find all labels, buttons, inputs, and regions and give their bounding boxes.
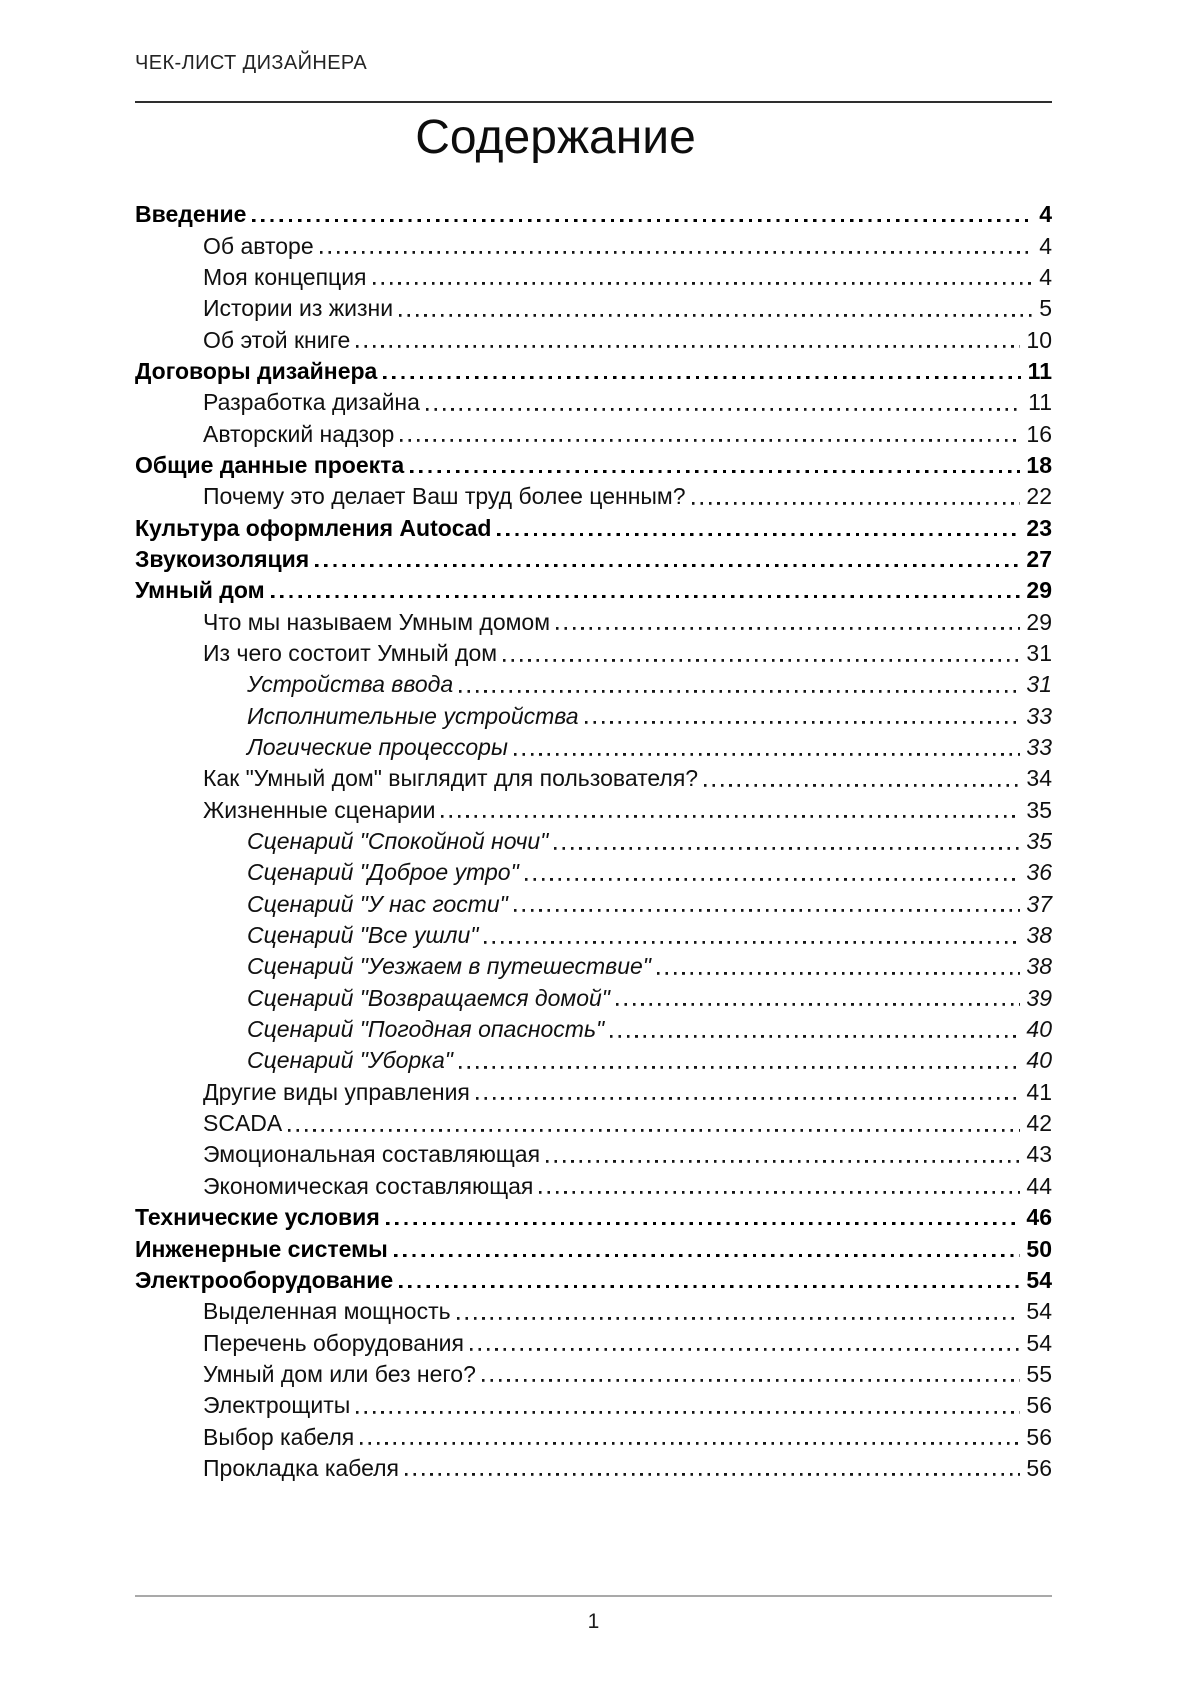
toc-entry-label: Умный дом [135, 577, 265, 604]
toc-entry-label: Сценарий "Возвращаемся домой" [247, 984, 610, 1011]
dot-leader [484, 920, 1020, 951]
toc-entry-page: 16 [1026, 420, 1052, 447]
toc-entry-page: 39 [1026, 984, 1052, 1011]
toc-entry[interactable] [135, 1202, 1052, 1233]
dot-leader [441, 795, 1020, 826]
toc-entry[interactable] [135, 1328, 1052, 1359]
toc-entry[interactable] [135, 481, 1052, 512]
running-header: ЧЕК-ЛИСТ ДИЗАЙНЕРА [135, 52, 368, 74]
dot-leader [399, 293, 1033, 324]
toc-entry[interactable] [135, 293, 1052, 324]
dot-leader [252, 199, 1033, 230]
toc-entry-label: Почему это делает Ваш труд более ценным? [203, 483, 686, 510]
dot-leader [271, 575, 1021, 606]
footer-rule [135, 1595, 1052, 1597]
toc-entry-page: 35 [1026, 796, 1052, 823]
toc-entry-label: Экономическая составляющая [203, 1172, 534, 1199]
dot-leader [383, 356, 1021, 387]
toc-entry[interactable] [135, 607, 1052, 638]
dot-leader [546, 1139, 1020, 1170]
toc-entry[interactable] [135, 575, 1052, 606]
toc-entry[interactable] [135, 1045, 1052, 1076]
toc-entry-label: Умный дом или без него? [203, 1360, 476, 1387]
toc-entry-page: 36 [1026, 859, 1052, 886]
toc-entry-page: 50 [1026, 1235, 1052, 1262]
toc-entry-label: Договоры дизайнера [135, 357, 378, 384]
dot-leader [459, 669, 1020, 700]
toc-entry-page: 37 [1026, 890, 1052, 917]
toc-entry-label: Логические процессоры [247, 734, 508, 760]
toc-entry-label: Что мы называем Умным домом [203, 608, 551, 635]
toc-entry[interactable] [135, 1296, 1052, 1327]
footer-page-number: 1 [587, 1610, 600, 1633]
toc-entry-page: 35 [1026, 828, 1052, 855]
dot-leader [657, 951, 1020, 982]
toc-entry-page: 44 [1026, 1172, 1052, 1199]
dot-leader [503, 638, 1020, 669]
toc-entry-page: 23 [1026, 514, 1052, 541]
toc-entry[interactable] [135, 889, 1052, 920]
toc-entry-label: Культура оформления Autocad [135, 514, 492, 541]
toc-entry-page: 41 [1026, 1078, 1052, 1105]
dot-leader [514, 889, 1021, 920]
dot-leader [400, 419, 1020, 450]
toc-entry-label: Исполнительные устройства [247, 702, 579, 729]
dot-leader [514, 732, 1021, 763]
toc-entry[interactable] [135, 1014, 1052, 1045]
toc-entry[interactable] [135, 1265, 1052, 1296]
toc-entry-label: Перечень оборудования [203, 1329, 464, 1356]
toc-entry-page: 22 [1026, 483, 1052, 510]
toc-entry-label: SCADA [203, 1110, 283, 1137]
toc-entry[interactable] [135, 262, 1052, 293]
toc-entry-label: Технические условия [135, 1204, 380, 1231]
toc-entry-label: Звукоизоляция [135, 545, 310, 572]
dot-leader [470, 1328, 1020, 1359]
toc-entry-page: 38 [1026, 953, 1052, 980]
dot-leader [692, 481, 1021, 512]
toc-entry[interactable] [135, 231, 1052, 262]
toc-entry-page: 11 [1028, 389, 1052, 416]
toc-entry-page: 31 [1026, 671, 1052, 698]
toc-entry-label: Сценарий "У нас гости" [247, 890, 508, 917]
toc-entry-page: 54 [1026, 1329, 1052, 1356]
toc-entry-page: 38 [1026, 922, 1052, 949]
dot-leader [320, 231, 1034, 262]
toc-entry-page: 4 [1039, 232, 1052, 259]
dot-leader [585, 701, 1021, 732]
toc-entry-page: 54 [1026, 1298, 1052, 1325]
toc-entry[interactable] [135, 544, 1052, 575]
toc-entry-label: Разработка дизайна [203, 389, 420, 416]
toc-entry-page: 40 [1026, 1016, 1052, 1043]
toc-entry[interactable] [135, 638, 1052, 669]
dot-leader [360, 1422, 1020, 1453]
toc-entry[interactable] [135, 1390, 1052, 1421]
dot-leader [394, 1234, 1021, 1265]
dot-leader [315, 544, 1020, 575]
toc-entry-label: Сценарий "Спокойной ночи" [247, 828, 549, 855]
toc-entry-page: 56 [1026, 1392, 1052, 1419]
document-page [135, 0, 1052, 1700]
toc-entry-page: 27 [1026, 545, 1052, 572]
dot-leader [356, 325, 1020, 356]
toc-entry-page: 43 [1026, 1141, 1052, 1168]
toc-entry-label: Выделенная мощность [203, 1298, 451, 1325]
dot-leader [426, 387, 1022, 418]
toc-entry-label: Введение [135, 201, 247, 228]
toc-entry[interactable] [135, 1171, 1052, 1202]
toc-entry-page: 33 [1026, 734, 1052, 760]
toc-entry[interactable] [135, 387, 1052, 418]
toc-entry[interactable] [135, 795, 1052, 826]
toc-entry-page: 18 [1026, 451, 1052, 478]
toc-entry-label: Эмоциональная составляющая [203, 1141, 541, 1168]
toc-entry-page: 31 [1026, 639, 1052, 666]
toc-entry[interactable] [135, 951, 1052, 982]
toc-entry[interactable] [135, 669, 1052, 700]
toc-entry-page: 46 [1026, 1204, 1052, 1231]
dot-leader [704, 763, 1020, 794]
toc-entry-label: Устройства ввода [247, 671, 454, 698]
header-rule [135, 101, 1052, 103]
toc-entry[interactable] [135, 1139, 1052, 1170]
toc-entry[interactable] [135, 450, 1052, 481]
page-title: Содержание [415, 111, 696, 164]
toc-entry-label: Об этой книге [203, 326, 351, 353]
toc-entry[interactable] [135, 1359, 1052, 1390]
dot-leader [373, 262, 1034, 293]
toc-entry-label: Сценарий "Погодная опасность" [247, 1016, 605, 1043]
toc-entry[interactable] [135, 983, 1052, 1014]
toc-entry-page: 4 [1039, 263, 1052, 290]
toc-entry-label: Моя концепция [203, 263, 367, 290]
toc-entry-label: Жизненные сценарии [203, 796, 436, 823]
dot-leader [610, 1014, 1020, 1045]
toc-entry-page: 56 [1026, 1423, 1052, 1450]
dot-leader [616, 983, 1020, 1014]
dot-leader [288, 1108, 1020, 1139]
dot-leader [497, 513, 1020, 544]
toc-entry-label: Прокладка кабеля [203, 1454, 399, 1481]
toc-entry-label: Выбор кабеля [203, 1423, 355, 1450]
toc-entry[interactable] [135, 1422, 1052, 1453]
dot-leader [386, 1202, 1021, 1233]
toc-entry-page: 4 [1039, 201, 1052, 228]
toc-entry-label: Другие виды управления [203, 1078, 470, 1105]
toc-entry-page: 5 [1039, 295, 1052, 322]
dot-leader [457, 1296, 1021, 1327]
toc-entry-page: 33 [1026, 702, 1052, 729]
toc-entry-label: Об авторе [203, 232, 314, 259]
toc-entry[interactable] [135, 1234, 1052, 1265]
toc-entry-label: Инженерные системы [135, 1235, 388, 1262]
toc-entry[interactable] [135, 199, 1052, 230]
dot-leader [405, 1453, 1020, 1484]
toc-entry[interactable] [135, 732, 1052, 763]
toc-entry-page: 55 [1026, 1360, 1052, 1387]
toc-entry-label: Сценарий "Уезжаем в путешествие" [247, 953, 651, 980]
toc-entry-label: Сценарий "Доброе утро" [247, 859, 519, 886]
dot-leader [554, 826, 1020, 857]
dot-leader [476, 1077, 1021, 1108]
toc-entry-label: Из чего состоит Умный дом [203, 639, 498, 666]
toc-entry-label: Сценарий "Уборка" [247, 1047, 453, 1074]
dot-leader [356, 1390, 1020, 1421]
toc-entry-label: Электрооборудование [135, 1266, 394, 1293]
toc-entry[interactable] [135, 419, 1052, 450]
dot-leader [410, 450, 1020, 481]
dot-leader [399, 1265, 1020, 1296]
dot-leader [482, 1359, 1021, 1390]
page-footer [135, 1595, 1052, 1634]
toc-entry[interactable] [135, 857, 1052, 888]
toc-entry[interactable] [135, 356, 1052, 387]
toc-entry-page: 10 [1026, 326, 1052, 353]
toc-entry-page: 11 [1027, 357, 1052, 384]
toc-entry-label: Электрощиты [203, 1392, 351, 1419]
toc-entry-label: Истории из жизни [203, 295, 394, 322]
toc-entry-page: 29 [1026, 577, 1052, 604]
toc-entry[interactable] [135, 513, 1052, 544]
toc-entry-page: 40 [1026, 1047, 1052, 1074]
toc-entry-page: 29 [1026, 608, 1052, 635]
toc-entry[interactable] [135, 1108, 1052, 1139]
toc-entry-label: Как "Умный дом" выглядит для пользователя? [203, 765, 699, 792]
dot-leader [556, 607, 1020, 638]
toc-entry-page: 34 [1026, 765, 1052, 792]
toc-entry-label: Сценарий "Все ушли" [247, 922, 479, 949]
toc-entry[interactable] [135, 763, 1052, 794]
dot-leader [525, 857, 1021, 888]
toc-list [135, 199, 1052, 1484]
toc-entry[interactable] [135, 701, 1052, 732]
toc-entry-label: Авторский надзор [203, 420, 395, 447]
toc-entry[interactable] [135, 325, 1052, 356]
toc-entry[interactable] [135, 920, 1052, 951]
toc-entry-page: 54 [1026, 1266, 1052, 1293]
toc-entry[interactable] [135, 826, 1052, 857]
toc-entry[interactable] [135, 1077, 1052, 1108]
dot-leader [539, 1171, 1020, 1202]
toc-entry-page: 42 [1026, 1110, 1052, 1137]
toc-entry[interactable] [135, 1453, 1052, 1484]
dot-leader [459, 1045, 1020, 1076]
toc-entry-page: 56 [1026, 1454, 1052, 1481]
toc-entry-label: Общие данные проекта [135, 451, 405, 478]
